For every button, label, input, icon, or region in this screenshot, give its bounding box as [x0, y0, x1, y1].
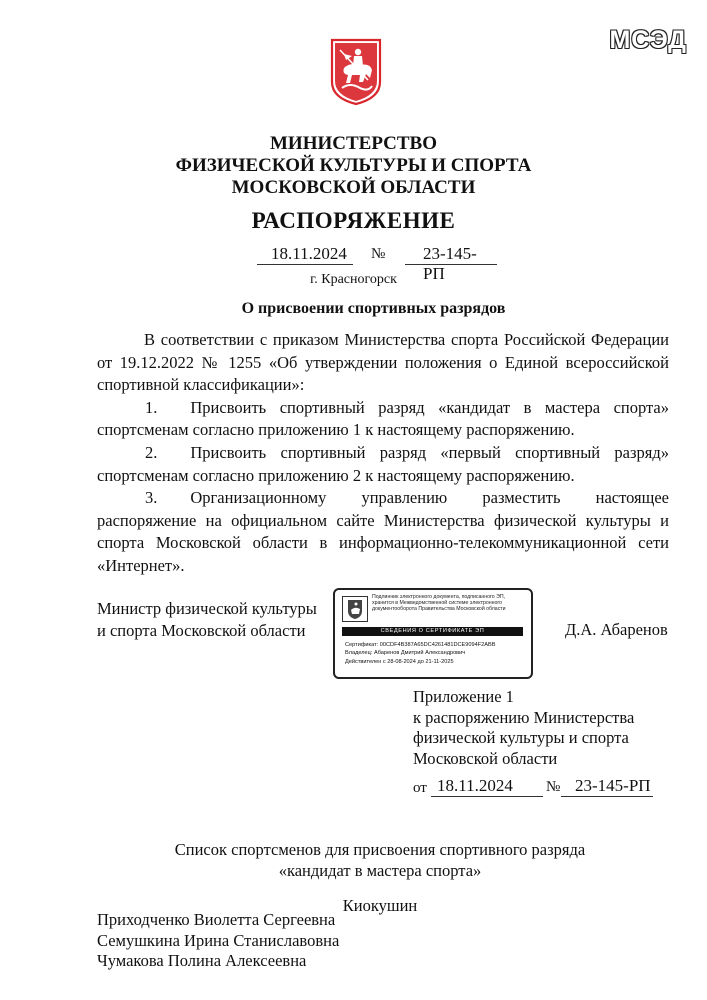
signatory-name: Д.А. Абаренов	[565, 620, 668, 639]
ministry-line: МОСКОВСКОЙ ОБЛАСТИ	[231, 177, 476, 198]
athlete-list-title	[0, 839, 707, 881]
document-subject: О присвоении спортивных разрядов	[241, 300, 506, 317]
position-line: Министр физической культуры	[97, 599, 317, 618]
appendix-ot-label: от	[413, 780, 427, 796]
document-body	[97, 329, 669, 578]
ministry-line: МИНИСТЕРСТВО	[269, 133, 438, 154]
list-item: Приходченко Виолетта Сергеевна	[97, 910, 336, 929]
certificate-band: СВЕДЕНИЯ О СЕРТИФИКАТЕ ЭП	[342, 627, 523, 636]
certificate-validity: Действителен с 28-08-2024 до 21-11-2025	[345, 658, 454, 665]
e-signature-certificate-stamp	[333, 588, 533, 679]
city: г. Красногорск	[310, 272, 397, 287]
number-underline	[405, 264, 497, 265]
list-item: Чумакова Полина Алексеевна	[97, 951, 307, 970]
athlete-list	[97, 910, 339, 972]
sport-discipline: Киокушин	[342, 896, 418, 915]
list-item: 2. Присвоить спортивный разряд «первый спортивный разряд» спортсменам согласно приложению 2 к настоящему распоряжению.	[97, 442, 669, 485]
list-item: 1. Присвоить спортивный разряд «кандидат в мастера спорта» спортсменам согласно приложению 1 к настоящему распоряжению.	[97, 397, 669, 440]
ministry-name	[0, 133, 707, 199]
certificate-header-line: Подлинник электронного документа, подписанного ЭП,	[372, 594, 506, 600]
date-underline	[431, 796, 543, 797]
certificate-serial: Сертификат: 00CDF4B387A65DC4261481DCE9094F2ABB	[345, 642, 496, 648]
coat-of-arms-icon	[330, 38, 382, 106]
certificate-owner: Владелец: Абаренов Дмитрий Александрович	[345, 650, 466, 657]
list-title-line: «кандидат в мастера спорта»	[278, 861, 482, 880]
number-underline	[561, 796, 653, 797]
number-sign: №	[371, 246, 386, 262]
coat-of-arms-icon	[342, 596, 368, 622]
certificate-header-line: документооборота Правительства Московской области	[372, 606, 506, 613]
list-item: 3. Организационному управлению разместить настоящее распоряжение на официальном сайте Министерства физической культуры и спорта Московской области в информационно-телекоммуникационной сети «Интернет».	[97, 488, 669, 575]
appendix-date: 18.11.2024	[437, 776, 513, 795]
appendix-line: физической культуры и спорта	[413, 728, 629, 747]
appendix-line: Московской области	[413, 748, 558, 768]
date-underline	[257, 264, 353, 265]
document-date: 18.11.2024	[271, 244, 347, 263]
appendix-line: Приложение 1	[413, 687, 514, 706]
appendix-number: 23-145-РП	[575, 776, 651, 795]
list-title-line: Список спортсменов для присвоения спортивного разряда	[174, 840, 586, 859]
signatory-position	[97, 598, 317, 642]
document-number: 23-145-РП	[423, 244, 477, 283]
position-line: и спорта Московской области	[97, 621, 306, 640]
document-type-title: РАСПОРЯЖЕНИЕ	[251, 208, 456, 233]
preamble-paragraph: В соответствии с приказом Министерства спорта Российской Федерации от 19.12.2022 № 1255 «Об утверждении положения о Единой всероссийской спортивной классификации»:	[97, 330, 669, 395]
certificate-info	[345, 641, 525, 666]
msed-stamp: МСЭД	[609, 26, 687, 54]
certificate-header	[372, 594, 527, 613]
appendix-header	[413, 687, 634, 769]
certificate-header-line: хранится в Межведомственной системе электронного	[372, 600, 502, 607]
number-sign: №	[546, 779, 561, 795]
appendix-line: к распоряжению Министерства	[413, 707, 635, 727]
list-item: Семушкина Ирина Станиславовна	[97, 930, 340, 950]
ministry-line: ФИЗИЧЕСКОЙ КУЛЬТУРЫ И СПОРТА	[175, 155, 532, 176]
